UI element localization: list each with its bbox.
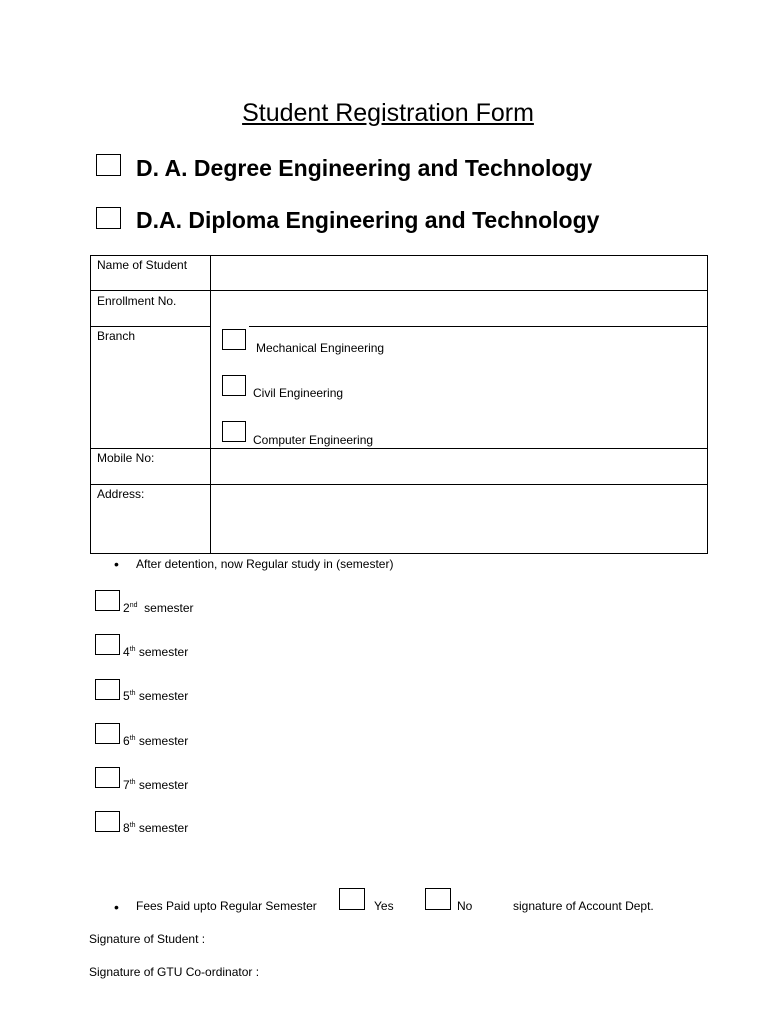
fees-no-label: No: [457, 899, 473, 913]
program-diploma-label: D.A. Diploma Engineering and Technology: [136, 207, 600, 233]
enrollment-no-field[interactable]: [212, 292, 706, 325]
semester-5-checkbox[interactable]: [95, 679, 120, 700]
semester-8-checkbox[interactable]: [95, 811, 120, 832]
branch-computer-checkbox[interactable]: [222, 421, 246, 442]
enrollment-no-label: Enrollment No.: [97, 294, 177, 308]
branch-mechanical-checkbox[interactable]: [222, 329, 246, 350]
address-field[interactable]: [212, 486, 706, 552]
semester-6-label: 6th semester: [123, 734, 189, 748]
semester-4-label: 4th semester: [123, 645, 189, 659]
semester-7-label: 7th semester: [123, 778, 189, 792]
mobile-no-label: Mobile No:: [97, 451, 155, 465]
detention-bullet: •: [114, 556, 119, 572]
program-degree-label: D. A. Degree Engineering and Technology: [136, 155, 593, 181]
fees-label: Fees Paid upto Regular Semester: [136, 899, 317, 913]
semester-8-label: 8th semester: [123, 821, 189, 835]
semester-7-checkbox[interactable]: [95, 767, 120, 788]
semester-2-label: 2nd semester: [123, 601, 194, 615]
branch-civil-label: Civil Engineering: [253, 386, 344, 400]
semester-4-checkbox[interactable]: [95, 634, 120, 655]
fees-yes-checkbox[interactable]: [339, 888, 365, 910]
address-label: Address:: [97, 487, 145, 501]
branch-computer-label: Computer Engineering: [253, 433, 374, 447]
mobile-no-field[interactable]: [212, 450, 706, 483]
detention-note: After detention, now Regular study in (semester): [136, 557, 394, 571]
fees-yes-label: Yes: [374, 899, 394, 913]
program-degree-checkbox[interactable]: [96, 154, 121, 176]
student-signature-label: Signature of Student :: [89, 932, 206, 946]
fees-no-checkbox[interactable]: [425, 888, 451, 910]
coordinator-signature-label: Signature of GTU Co-ordinator :: [89, 965, 260, 979]
semester-5-label: 5th semester: [123, 689, 189, 703]
fees-bullet: •: [114, 899, 119, 915]
branch-civil-checkbox[interactable]: [222, 375, 246, 396]
semester-2-checkbox[interactable]: [95, 590, 120, 611]
semester-6-checkbox[interactable]: [95, 723, 120, 744]
page-title: Student Registration Form: [242, 99, 534, 127]
name-of-student-label: Name of Student: [97, 258, 188, 272]
program-diploma-checkbox[interactable]: [96, 207, 121, 229]
account-signature-label: signature of Account Dept.: [513, 899, 654, 913]
branch-label: Branch: [97, 329, 136, 343]
branch-mechanical-label: Mechanical Engineering: [256, 341, 385, 355]
name-of-student-field[interactable]: [212, 257, 706, 289]
